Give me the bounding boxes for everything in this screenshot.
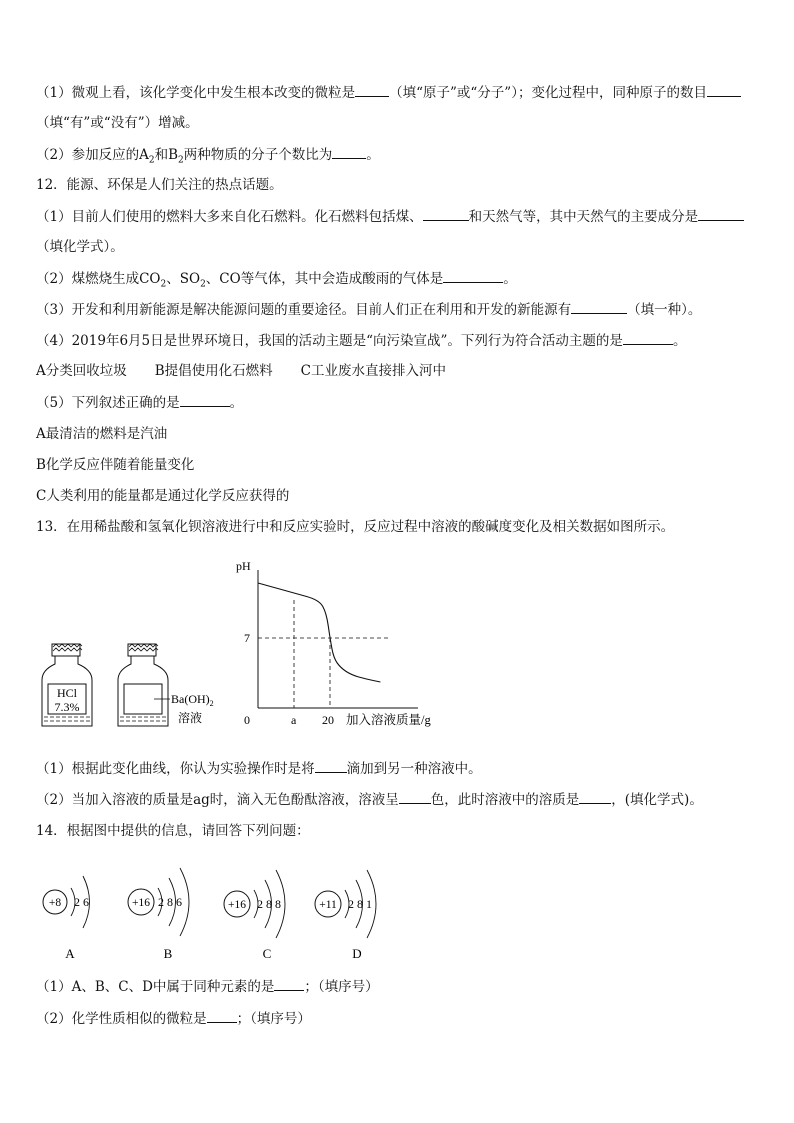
x-tick-label-20: 20 xyxy=(322,713,334,727)
q11-p2-text-b: 和B xyxy=(154,147,178,163)
q13-figure xyxy=(0,548,794,748)
answer-blank[interactable] xyxy=(707,82,741,97)
q11-part1-line1 xyxy=(36,82,741,103)
q12-p2-text-a: （2）煤燃烧生成CO xyxy=(36,271,161,287)
atom-a xyxy=(43,876,90,960)
q13-title xyxy=(36,517,674,537)
answer-blank[interactable] xyxy=(571,299,627,314)
subscript: 2 xyxy=(148,155,155,166)
q12-part5-option-c[interactable] xyxy=(36,486,289,506)
answer-blank[interactable] xyxy=(180,392,230,407)
q11-part1-line2 xyxy=(36,113,199,133)
subscript: 2 xyxy=(178,155,184,166)
q14-p2-text-a: （2）化学性质相似的微粒是 xyxy=(36,1011,207,1027)
q13-p1-text-b: 滴加到另一种溶液中。 xyxy=(346,761,482,777)
q13-title-text: 13．在用稀盐酸和氢氧化钡溶液进行中和反应实验时，反应过程中溶液的酸碱度变化及相关数据如图所示。 xyxy=(36,519,675,535)
q12-part5-option-b[interactable] xyxy=(36,455,194,475)
answer-blank[interactable] xyxy=(332,144,366,159)
q14-p2-text-b: ；（填序号） xyxy=(236,1011,311,1027)
q13-p1-text-a: （1）根据此变化曲线，你认为实验操作时是将 xyxy=(36,761,315,777)
q11-p2-text-d: 。 xyxy=(366,147,380,163)
answer-blank[interactable] xyxy=(579,789,611,804)
atom-label: D xyxy=(352,946,362,960)
ph-chart xyxy=(236,559,431,727)
electron-shells: 2 8 6 xyxy=(158,895,182,909)
q12-title-text: 12．能源、环保是人们关注的热点话题。 xyxy=(36,177,283,193)
y-axis-label: pH xyxy=(236,559,251,573)
atom-b xyxy=(128,868,189,960)
atom-label: C xyxy=(262,946,272,960)
hcl-concentration: 7.3% xyxy=(54,700,80,714)
q14-part2 xyxy=(36,1008,311,1029)
q12-p2-text-c: 、CO等气体，其中会造成酸雨的气体是 xyxy=(205,271,444,287)
q13-p2-text-c: ，(填化学式)。 xyxy=(611,792,703,808)
q12-p5-text-b: 。 xyxy=(229,395,244,411)
option-c[interactable]: C人类利用的能量都是通过化学反应获得的 xyxy=(36,488,290,504)
ph-curve xyxy=(258,583,380,682)
q13-part2 xyxy=(36,789,703,810)
q11-part2 xyxy=(36,144,380,171)
answer-blank[interactable] xyxy=(274,976,304,991)
q12-p1-text-c: （填化学式）。 xyxy=(36,239,124,255)
electron-shells: 2 8 8 xyxy=(257,897,281,911)
answer-blank[interactable] xyxy=(698,206,744,221)
q12-p2-text-d: 。 xyxy=(503,271,517,287)
x-axis-label: 加入溶液质量/g xyxy=(346,713,431,727)
nucleus-charge: +16 xyxy=(132,897,150,909)
answer-blank[interactable] xyxy=(399,789,431,804)
q12-p3-text-b: （填一种）。 xyxy=(627,302,702,318)
answer-blank[interactable] xyxy=(315,758,347,773)
q14-title-text: 14．根据图中提供的信息，请回答下列问题： xyxy=(36,823,310,839)
q13-p2-text-b: 色，此时溶液中的溶质是 xyxy=(430,792,580,808)
answer-blank[interactable] xyxy=(623,330,673,345)
nucleus-charge: +8 xyxy=(48,897,62,909)
nucleus-charge: +11 xyxy=(319,899,337,911)
baoh2-label: $Ba(OH)_2$ xyxy=(171,692,214,708)
q12-p1-text-b: 和天然气等，其中天然气的主要成分是 xyxy=(468,209,699,225)
q12-p2-text-b: 、SO xyxy=(166,271,201,287)
q14-p1-text-b: ；（填序号） xyxy=(304,979,379,995)
option-a[interactable]: A最清洁的燃料是汽油 xyxy=(36,426,168,442)
electron-shells: 2 6 xyxy=(74,895,89,909)
baoh2-bottle xyxy=(118,644,214,726)
q12-part1-line1 xyxy=(36,206,744,227)
atom-c xyxy=(224,870,285,960)
atom-diagrams xyxy=(0,850,794,960)
q12-part5-option-a[interactable] xyxy=(36,424,167,444)
q12-part1-line2 xyxy=(36,237,124,257)
subscript: 2 xyxy=(200,279,206,290)
q13-part1 xyxy=(36,758,482,779)
hcl-label: HCl xyxy=(56,686,78,700)
q12-part2 xyxy=(36,268,517,295)
q12-part4 xyxy=(36,330,686,351)
answer-blank[interactable] xyxy=(355,82,389,97)
q12-part3 xyxy=(36,299,701,320)
electron-shells: 2 8 1 xyxy=(348,897,372,911)
q11-p2-text-a: （2）参加反应的A xyxy=(36,147,149,163)
q11-p1-text-a: （1）微观上看，该化学变化中发生根本改变的微粒是 xyxy=(36,85,356,101)
answer-blank[interactable] xyxy=(443,268,503,283)
nucleus-charge: +16 xyxy=(228,899,246,911)
q12-p4-text-a: （4）2019年6月5日是世界环境日，我国的活动主题是“向污染宣战”。下列行为符合活动主题的是 xyxy=(36,333,623,349)
option-a[interactable]: A分类回收垃圾 xyxy=(36,363,127,379)
q14-p1-text-a: （1）A、B、C、D中属于同种元素的是 xyxy=(36,979,275,995)
q12-part4-options xyxy=(36,361,446,381)
q13-p2-text-a: （2）当加入溶液的质量是ag时，滴入无色酚酞溶液，溶液呈 xyxy=(36,792,399,808)
atom-d xyxy=(315,870,376,960)
q14-part1 xyxy=(36,976,379,997)
atom-label: A xyxy=(65,946,75,960)
q11-p1-text-c: （填“有”或“没有”）增减。 xyxy=(36,115,199,131)
q11-p1-text-b: （填“原子”或“分子”）；变化过程中，同种原子的数目 xyxy=(389,85,707,101)
atom-label: B xyxy=(163,946,173,960)
q12-p3-text-a: （3）开发和利用新能源是解决能源问题的重要途径。目前人们正在利用和开发的新能源有 xyxy=(36,302,572,318)
baoh2-solution-label: 溶液 xyxy=(178,711,203,725)
subscript: 2 xyxy=(160,279,167,290)
q12-part5 xyxy=(36,392,243,413)
option-b[interactable]: B化学反应伴随着能量变化 xyxy=(36,457,195,473)
x-tick-label-a: a xyxy=(291,713,297,727)
answer-blank[interactable] xyxy=(207,1008,237,1023)
option-c[interactable]: C工业废水直接排入河中 xyxy=(300,363,447,379)
option-b[interactable]: B提倡使用化石燃料 xyxy=(154,363,273,379)
q12-p4-text-b: 。 xyxy=(672,333,687,349)
y-tick-label-7: 7 xyxy=(244,631,250,645)
q12-p5-text-a: （5）下列叙述正确的是 xyxy=(36,395,180,411)
answer-blank[interactable] xyxy=(423,206,469,221)
hcl-bottle xyxy=(42,644,92,726)
q12-title xyxy=(36,175,283,195)
q11-p2-text-c: 两种物质的分子个数比为 xyxy=(183,147,333,163)
q12-p1-text-a: （1）目前人们使用的燃料大多来自化石燃料。化石燃料包括煤、 xyxy=(36,209,423,225)
q14-title xyxy=(36,821,310,841)
origin-label: 0 xyxy=(244,713,250,727)
